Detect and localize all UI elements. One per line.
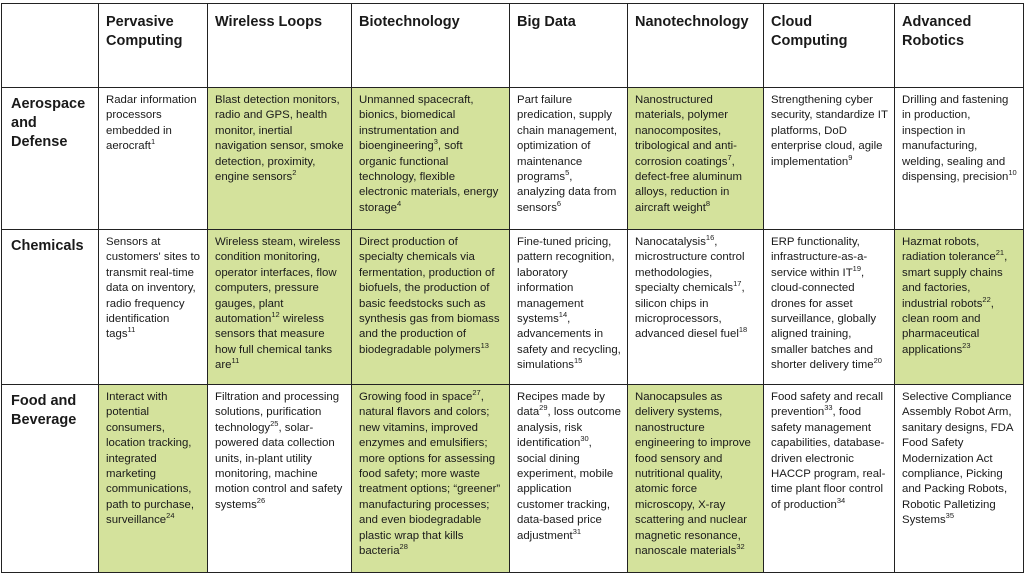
corner-cell (2, 4, 99, 88)
table-cell (510, 230, 628, 385)
table-cell (895, 230, 1024, 385)
cell-text: Nanocapsules as delivery systems, nanostructure engineering to improve food sensory and nutritional quality, atomic force microscopy, X-ray scattering and nuclear magnetic resonance, nanoscale materials (635, 391, 751, 558)
cell-text: Hazmat robots, radiation tolerance (902, 236, 996, 264)
footnote-ref: 6 (556, 199, 562, 209)
footnote-ref: 10 (1008, 168, 1017, 178)
footnote-ref: 5 (565, 168, 570, 178)
table-cell (764, 88, 895, 230)
cell-text: , advancements in safety and recycling, simulations (517, 313, 621, 372)
table-cell (352, 230, 510, 385)
footnote-ref: 1 (150, 137, 156, 147)
footnote-ref: 15 (573, 356, 583, 366)
cell-text: wireless sensors that measure how full chemical tanks are (215, 313, 333, 372)
table-cell (764, 230, 895, 385)
footnote-ref: 34 (836, 496, 846, 506)
cell-text: Blast detection monitors, radio and GPS, health monitor, inertial navigation sensor, smoke detection, proximity, engine sensors (215, 94, 344, 184)
cell-text: , cloud-connected drones for asset surveillance, globally aligned training, smaller batches and shorter delivery time (771, 266, 877, 372)
cell-text: Wireless steam, wireless condition monitoring, operator interfaces, flow computers, pressure gauges, plant automation (215, 236, 341, 326)
cell-text: Filtration and processing solutions, purification technology (215, 391, 340, 434)
footnote-ref: 32 (736, 542, 745, 552)
column-header: Big Data (510, 4, 628, 88)
table-row (2, 230, 1024, 385)
cell-text: Part failure predication, supply chain management, optimization of maintenance programs (517, 94, 618, 184)
table-cell (352, 88, 510, 230)
footnote-ref: 22 (982, 294, 991, 304)
table-row (2, 88, 1024, 230)
footnote-ref: 29 (539, 403, 548, 413)
footnote-ref: 24 (166, 511, 175, 521)
cell-text: Fine-tuned pricing, pattern recognition, laboratory information management systems (517, 236, 615, 326)
cell-text: , microstructure control methodologies, specialty chemicals (635, 236, 745, 295)
cell-text: Food safety and recall prevention (771, 391, 884, 419)
table-cell (628, 88, 764, 230)
footnote-ref: 23 (962, 341, 971, 351)
cell-text: Recipes made by data (517, 391, 606, 419)
cell-text: , loss outcome analysis, risk identification (517, 406, 621, 450)
footnote-ref: 11 (231, 356, 240, 366)
footnote-ref: 13 (480, 341, 489, 351)
header-row (2, 4, 1024, 88)
footnote-ref: 19 (852, 264, 861, 274)
table-cell (99, 385, 208, 573)
footnote-ref: 27 (472, 388, 481, 398)
column-header: Pervasive Computing (99, 4, 208, 88)
cell-text: , smart supply chains and factories, industrial robots (902, 251, 1008, 310)
cell-text: Radar information processors embedded in aerocraft (106, 94, 197, 153)
table-cell (352, 385, 510, 573)
table-row (2, 385, 1024, 573)
table-cell (99, 230, 208, 385)
footnote-ref: 17 (733, 279, 742, 289)
footnote-ref: 33 (824, 403, 833, 413)
footnote-ref: 4 (397, 199, 402, 209)
footnote-ref: 3 (433, 137, 438, 147)
cell-text: Growing food in space (359, 391, 473, 403)
cell-text: , silicon chips in microprocessors, advanced diesel fuel (635, 282, 745, 341)
footnote-ref: 35 (945, 511, 955, 521)
cell-text: , solar-powered data collection units, in-plant utility monitoring, machine motion control and safety systems (215, 421, 343, 511)
column-header: Biotechnology (352, 4, 510, 88)
cell-text: , natural flavors and colors; new vitamins, improved enzymes and emulsifiers; more options for assessing food safety; more waste treatment options; “greener” manufacturing processes; and even biodegradable plastic wrap that kills bacteria (359, 391, 501, 558)
table-cell (895, 385, 1024, 573)
table-cell (208, 88, 352, 230)
footnote-ref: 18 (738, 325, 748, 335)
cell-text: Direct production of specialty chemicals via fermentation, production of biofuels, the production of basic feedstocks such as synthesis gas from biomass and the production of biodegradable polymers (359, 236, 500, 356)
column-header: Advanced Robotics (895, 4, 1024, 88)
cell-text: Selective Compliance Assembly Robot Arm, sanitary designs, FDA Food Safety Modernization Act compliance, Picking and Packing Robots, Robotic Palletizing Systems (902, 391, 1013, 527)
footnote-ref: 28 (399, 542, 408, 552)
table-cell (208, 385, 352, 573)
footnote-ref: 9 (848, 152, 853, 162)
footnote-ref: 16 (705, 233, 715, 243)
table-cell (99, 88, 208, 230)
cell-text: Unmanned spacecraft, bionics, biomedical instrumentation and bioengineering (359, 94, 474, 153)
footnote-ref: 26 (256, 496, 266, 506)
cell-text: , analyzing data from sensors (517, 171, 617, 214)
footnote-ref: 12 (271, 310, 280, 320)
row-header: Chemicals (2, 230, 99, 385)
column-header: Wireless Loops (208, 4, 352, 88)
footnote-ref: 30 (580, 434, 589, 444)
cell-text: Nanostructured materials, polymer nanocomposites, tribological and anti-corrosion coatings (635, 94, 737, 168)
cell-text: Strengthening cyber security, standardize IT platforms, DoD enterprise cloud, agile implementation (771, 94, 888, 168)
cell-text: Interact with potential consumers, location tracking, integrated marketing communications, path to purchase, surveillance (106, 391, 195, 527)
footnote-ref: 8 (705, 199, 711, 209)
footnote-ref: 2 (292, 168, 297, 178)
footnote-ref: 21 (995, 248, 1005, 258)
table-cell (510, 88, 628, 230)
cell-text: , clean room and pharmaceutical applications (902, 297, 994, 356)
footnote-ref: 11 (127, 325, 136, 335)
footnote-ref: 31 (572, 526, 582, 536)
column-header: Nanotechnology (628, 4, 764, 88)
cell-text: , defect-free aluminum alloys, reduction in aircraft weight (635, 155, 742, 214)
cell-text: Nanocatalysis (635, 236, 706, 248)
row-header: Aerospace and Defense (2, 88, 99, 230)
cell-text: Drilling and fastening in production, inspection in manufacturing, welding, sealing and dispensing, precision (902, 94, 1009, 184)
table-cell (628, 230, 764, 385)
row-header: Food and Beverage (2, 385, 99, 573)
table-cell (764, 385, 895, 573)
table-cell (895, 88, 1024, 230)
table-cell (510, 385, 628, 573)
footnote-ref: 20 (873, 356, 882, 366)
cell-text: Sensors at customers' sites to transmit real-time data on inventory, radio frequency identification tags (106, 236, 200, 341)
column-header: Cloud Computing (764, 4, 895, 88)
footnote-ref: 14 (558, 310, 568, 320)
cell-text: , food safety management capabilities, database-driven electronic HACCP program, real-time plant floor control of production (771, 406, 886, 511)
cell-text: , social dining experiment, mobile application customer tracking, data-based price adjustment (517, 437, 614, 542)
technology-industry-matrix (1, 3, 1024, 573)
footnote-ref: 7 (727, 152, 732, 162)
footnote-ref: 25 (270, 419, 279, 429)
table-cell (628, 385, 764, 573)
cell-text: , soft organic functional technology, flexible electronic materials, energy storage (359, 140, 499, 214)
cell-text: ERP functionality, infrastructure-as-a-service within IT (771, 236, 868, 279)
table-cell (208, 230, 352, 385)
